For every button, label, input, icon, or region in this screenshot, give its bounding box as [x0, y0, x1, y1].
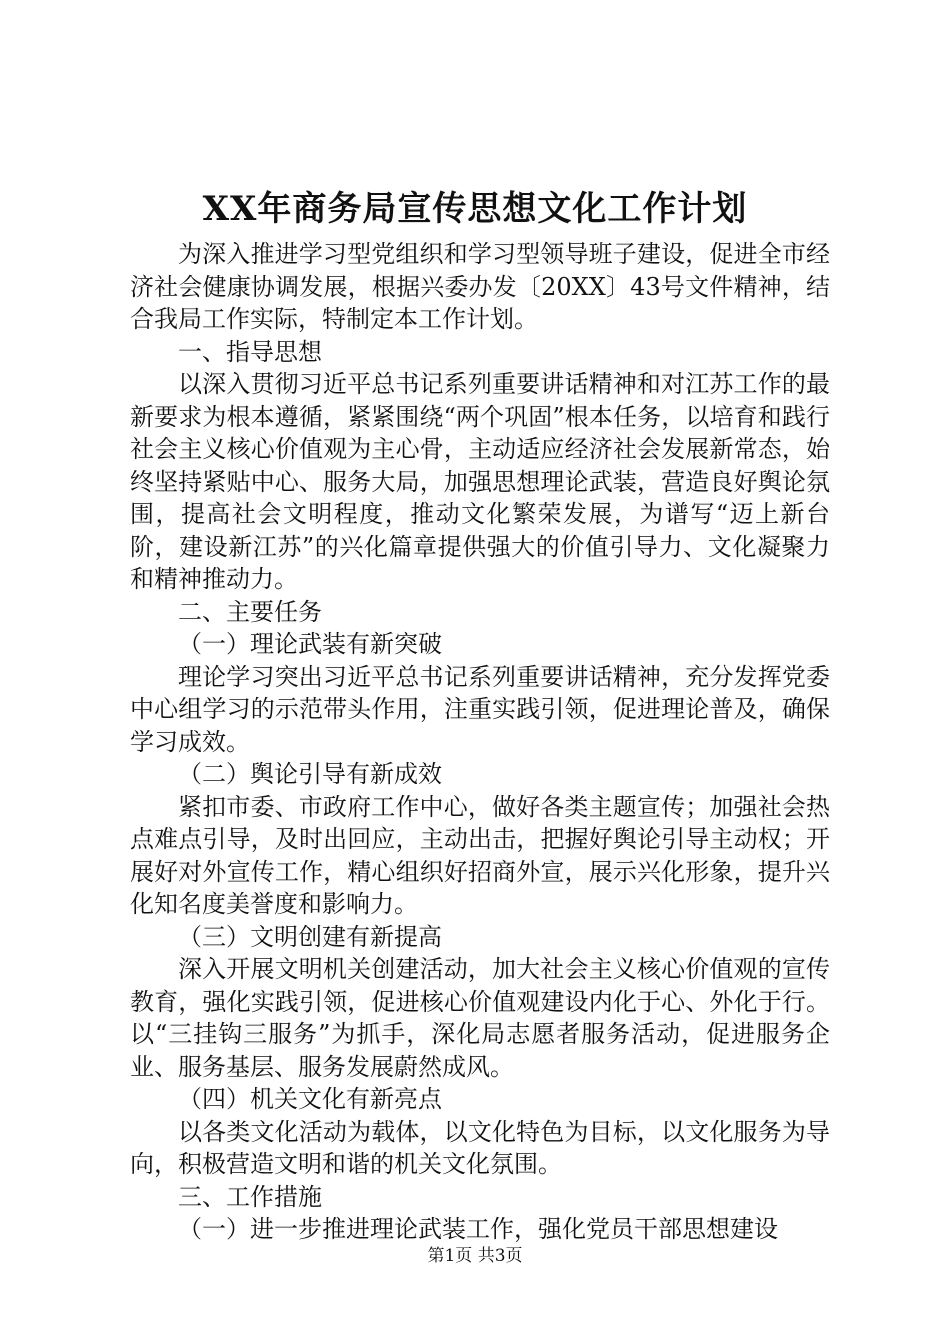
paragraph-civilization: 深入开展文明机关创建活动，加大社会主义核心价值观的宣传教育，强化实践引领，促进核心价值观建设内化于心、外化于行。以“三挂钩三服务”为抓手，深化局志愿者服务活动，促进服务企业、服务基层、服务发展蔚然成风。 — [130, 955, 830, 1081]
document-title: XX年商务局宣传思想文化工作计划 — [202, 189, 748, 229]
subheading-office-culture: （四）机关文化有新亮点 — [178, 1085, 442, 1113]
subheading-theory: （一）理论武装有新突破 — [178, 630, 442, 658]
heading-guiding-ideology: 一、指导思想 — [178, 337, 322, 366]
subheading-civilization: （三）文明创建有新提高 — [178, 922, 442, 951]
paragraph-guiding-ideology: 以深入贯彻习近平总书记系列重要讲话精神和对江苏工作的最新要求为根本遵循，紧紧围绕“两个巩固”根本任务，以培育和践行社会主义核心价值观为主心骨，主动适应经济社会发展新常态，始终坚持紧贴中心、服务大局，加强思想理论武装，营造良好舆论氛围，提高社会文明程度，推动文化繁荣发展，为谱写“迈上新台阶，建设新江苏”的兴化篇章提供强大的价值引导力、文化凝聚力和精神推动力。 — [130, 370, 830, 593]
paragraph-intro: 为深入推进学习型党组织和学习型领导班子建设，促进全市经济社会健康协调发展，根据兴委办发〔20XX〕43号文件精神，结合我局工作实际，特制定本工作计划。 — [130, 240, 830, 333]
paragraph-public-opinion: 紧扣市委、市政府工作中心，做好各类主题宣传；加强社会热点难点引导，及时出回应，主动出击，把握好舆论引导主动权；开展好对外宣传工作，精心组织好招商外宣，展示兴化形象，提升兴化知名度美誉度和影响力。 — [130, 792, 830, 918]
heading-main-tasks: 二、主要任务 — [178, 597, 322, 626]
paragraph-office-culture: 以各类文化活动为载体，以文化特色为目标，以文化服务为导向，积极营造文明和谐的机关文化氛围。 — [130, 1117, 830, 1178]
subheading-public-opinion: （二）舆论引导有新成效 — [178, 760, 442, 788]
subheading-measure-1: （一）进一步推进理论武装工作，强化党员干部思想建设 — [178, 1215, 778, 1243]
paragraph-theory: 理论学习突出习近平总书记系列重要讲话精神，充分发挥党委中心组学习的示范带头作用，注重实践引领，促进理论普及，确保学习成效。 — [130, 662, 830, 756]
document-body — [130, 238, 830, 1246]
heading-work-measures: 三、工作措施 — [178, 1182, 322, 1211]
page-footer: 第1页 共3页 — [427, 1246, 523, 1266]
